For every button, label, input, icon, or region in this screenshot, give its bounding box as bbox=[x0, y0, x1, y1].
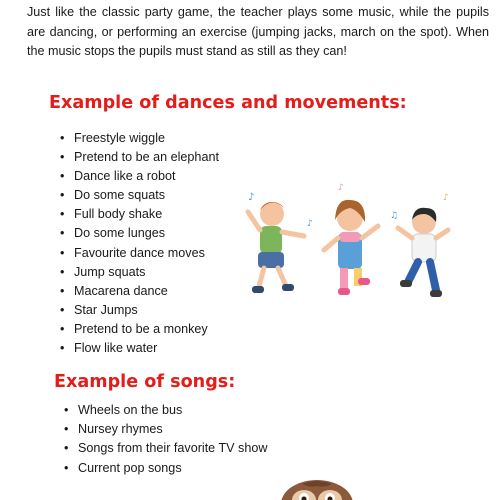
intro-paragraph: Just like the classic party game, the teacher plays some music, while the pupils are dancing, or performing an exercise (jumping jacks, march on the spot). When the music stops the pupils must stand as still as they can! bbox=[27, 5, 489, 58]
dances-list bbox=[60, 129, 219, 358]
girl-dancing-figure bbox=[324, 200, 378, 295]
list-item: • Jump squats bbox=[60, 263, 219, 282]
svg-text:♪: ♪ bbox=[248, 192, 255, 203]
monkey-illustration bbox=[272, 478, 362, 500]
list-item: • Songs from their favorite TV show bbox=[64, 439, 267, 458]
list-item: • Freestyle wiggle bbox=[60, 129, 219, 148]
list-item: • Dance like a robot bbox=[60, 167, 219, 186]
svg-text:♪: ♪ bbox=[338, 183, 344, 193]
songs-list bbox=[64, 401, 267, 478]
svg-text:♫: ♫ bbox=[390, 211, 399, 221]
list-item: • Current pop songs bbox=[64, 459, 267, 478]
list-item: • Do some squats bbox=[60, 186, 219, 205]
list-item: • Nursey rhymes bbox=[64, 420, 267, 439]
list-item: • Macarena dance bbox=[60, 282, 219, 301]
boy-dancing-figure bbox=[398, 208, 448, 297]
boy-dancing-figure bbox=[248, 202, 304, 293]
list-item: • Flow like water bbox=[60, 339, 219, 358]
list-item: • Favourite dance moves bbox=[60, 244, 219, 263]
dances-heading: Example of dances and movements: bbox=[49, 93, 407, 113]
svg-text:♪: ♪ bbox=[443, 193, 449, 203]
dancing-kids-illustration bbox=[240, 178, 455, 308]
list-item: • Pretend to be an elephant bbox=[60, 148, 219, 167]
svg-text:♪: ♪ bbox=[307, 219, 313, 229]
list-item: • Star Jumps bbox=[60, 301, 219, 320]
list-item: • Do some lunges bbox=[60, 224, 219, 243]
list-item: • Pretend to be a monkey bbox=[60, 320, 219, 339]
list-item: • Wheels on the bus bbox=[64, 401, 267, 420]
songs-heading: Example of songs: bbox=[54, 372, 236, 392]
list-item: • Full body shake bbox=[60, 205, 219, 224]
